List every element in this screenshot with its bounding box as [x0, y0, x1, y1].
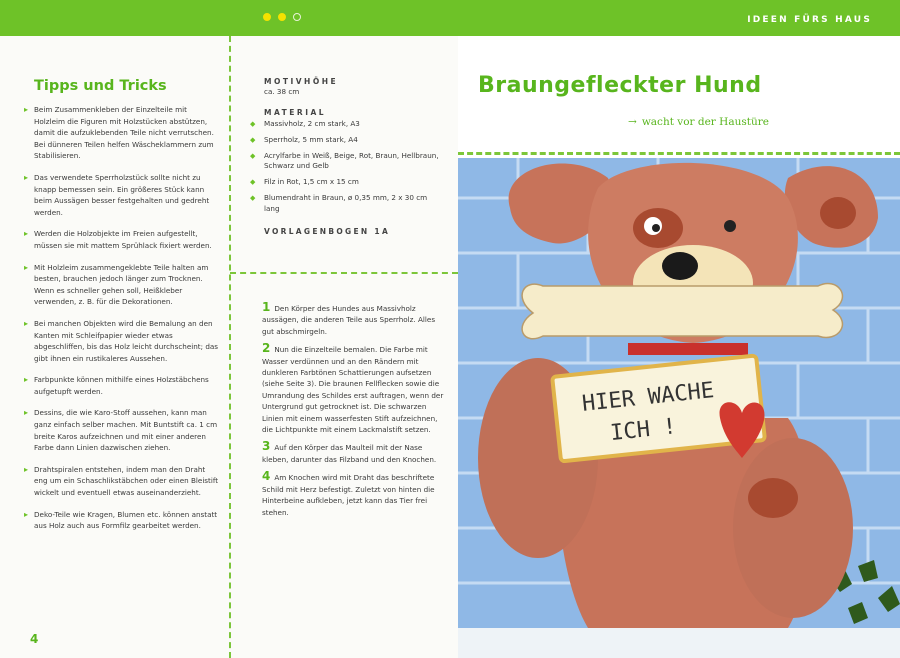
right-page: [458, 0, 900, 658]
section-divider: [230, 272, 458, 274]
material-label: MATERIAL: [264, 108, 327, 117]
step-2: [262, 343, 448, 435]
step-4: [262, 471, 448, 518]
dot-icon: [278, 13, 286, 21]
nose: [662, 252, 698, 280]
right-leg: [733, 438, 853, 618]
collar: [628, 343, 748, 355]
materials-column: [264, 77, 444, 236]
step-1: [262, 302, 448, 337]
tip-item: ▸ Mit Holzleim zusammengeklebte Teile halten am besten, brauchen jedoch länger zum Trocknen. Wenn es schneller gehen soll, Heißkleber verwenden, z. B. für die Dekorationen.: [24, 262, 220, 308]
dot-icon: [263, 13, 271, 21]
shelf: [458, 628, 900, 658]
section-label: IDEEN FÜRS HAUS: [747, 15, 872, 25]
step-text: Den Körper des Hundes aus Massivholz aussägen, die anderen Teile aus Sperrholz. Alles gut abschmirgeln.: [262, 304, 436, 336]
tips-heading: Tipps und Tricks: [34, 78, 167, 94]
motiv-value: ca. 38 cm: [264, 87, 300, 96]
tip-item: ▸ Bei manchen Objekten wird die Bemalung an den Kanten mit Schleifpapier wieder etwas abgeschliffen, bis das Holz leicht durchscheint; das gibt ihnen ein rustikaleres Aussehen.: [24, 318, 220, 364]
page-number: 4: [30, 632, 39, 646]
step-text: Auf den Körper das Maulteil mit der Nase kleben, darunter das Filzband und den Knochen.: [262, 443, 437, 464]
project-subtitle: → wacht vor der Haustüre: [628, 116, 769, 128]
step-number: 2: [262, 341, 271, 356]
material-item: ◆ Filz in Rot, 1,5 cm x 15 cm: [264, 177, 444, 188]
sign-line-1: HIER WACHE: [580, 378, 716, 417]
leg-spot: [748, 478, 798, 518]
progress-dots: [263, 13, 301, 21]
column-divider: [229, 36, 231, 658]
tip-item: ▸ Werden die Holzobjekte im Freien aufgestellt, müssen sie mit mattem Sprühlack fixiert werden.: [24, 228, 220, 251]
step-number: 4: [262, 469, 271, 484]
tip-item: ▸ Farbpunkte können mithilfe eines Holzstäbchens aufgetupft werden.: [24, 374, 220, 397]
right-eye: [724, 220, 736, 232]
arrow-right-icon: →: [628, 116, 637, 128]
tip-item: ▸ Dessins, die wie Karo-Stoff aussehen, kann man ganz einfach selber machen. Mit Buntstift ca. 1 cm breite Karos aufzeichnen und mit einer anderen Farbe dann Linien dazwischen ziehen.: [24, 407, 220, 453]
project-title: Braungefleckter Hund: [478, 73, 762, 98]
dog-photo: [458, 158, 900, 658]
tips-list: [24, 104, 220, 532]
dot-icon: [293, 13, 301, 21]
material-item: ◆ Massivholz, 2 cm stark, A3: [264, 119, 444, 130]
step-number: 1: [262, 300, 271, 314]
step-number: 3: [262, 439, 271, 454]
bone: [522, 283, 842, 338]
step-3: [262, 441, 448, 465]
material-item: ◆ Sperrholz, 5 mm stark, A4: [264, 135, 444, 146]
sign-line-2: ICH !: [609, 414, 678, 447]
tip-item: ▸ Deko-Teile wie Kragen, Blumen etc. können anstatt aus Holz auch aus Formfilz gearbeitet werden.: [24, 509, 220, 532]
ear-spot: [820, 197, 856, 229]
material-list: [264, 119, 444, 215]
tip-item: ▸ Drahtspiralen entstehen, indem man den Draht eng um ein Schaschlikstäbchen oder einen Bleistift wickelt und eventuell etwas auseinanderzieht.: [24, 464, 220, 499]
left-pupil: [652, 224, 660, 232]
tip-item: ▸ Das verwendete Sperrholzstück sollte nicht zu knapp bemessen sein. Ein größeres Stück kann beim Aussägen besser festgehalten und gedreht werden.: [24, 172, 220, 218]
material-item: ◆ Blumendraht in Braun, ø 0,35 mm, 2 x 30 cm lang: [264, 193, 444, 215]
steps-column: [262, 302, 448, 524]
vorlagenbogen-label: VORLAGENBOGEN 1A: [264, 226, 391, 236]
step-text: Am Knochen wird mit Draht das beschriftete Schild mit Herz befestigt. Zuletzt von hinten die Hinterbeine aufkleben, jetzt kann das Tier frei stehen.: [262, 473, 435, 517]
tip-item: ▸ Beim Zusammenkleben der Einzelteile mit Holzleim die Figuren mit Holzstücken abstützen, damit die aufzuklebenden Teile nicht verrutschen. Bei dünneren Teilen helfen Wäscheklammern zum Stabilisieren.: [24, 104, 220, 162]
title-divider: [458, 152, 900, 155]
tips-column: [24, 78, 220, 542]
material-item: ◆ Acrylfarbe in Weiß, Beige, Rot, Braun, Hellbraun, Schwarz und Gelb: [264, 151, 444, 173]
motiv-label: MOTIVHÖHE: [264, 77, 339, 86]
dog-illustration: [458, 158, 900, 658]
top-bar: [0, 0, 458, 36]
step-text: Nun die Einzelteile bemalen. Die Farbe mit Wasser verdünnen und an den Rändern mit dunkleren Farbtönen Schattierungen aufsetzen (siehe Seite 3). Die braunen Fellflecken sowie die Umrandung des Schildes erst auftragen, wenn der Untergrund gut getrocknet ist. Die schwarzen Linien mit einem wasserfesten Stift aufzeichnen, die Lichtpunkte mit einem Lackmalstift setzen.: [262, 345, 444, 435]
